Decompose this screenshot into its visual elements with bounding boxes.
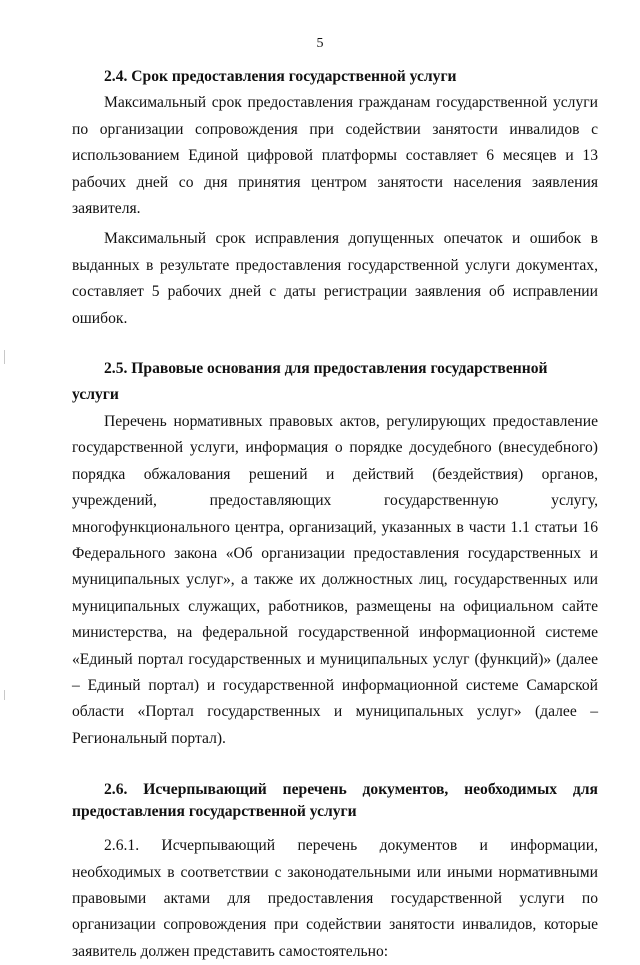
page-number: 5 <box>316 36 324 51</box>
section-2-4-paragraph-1: Максимальный срок предоставления гражданам государственной услуги по организации сопровождения при содействии занятости инвалидов с использованием Единой цифровой платформы составляет 6 месяцев и 13 рабочих дней со дня принятия центром занятости населения заявления заявителя. <box>72 94 598 218</box>
section-2-6-heading-line-1 <box>72 779 598 801</box>
section-2-5-paragraph-1: Перечень нормативных правовых актов, регулирующих предоставление государственной услуги, информация о порядке досудебного (внесудебного) порядка обжалования решений и действий (бездействия) органов, учреждений, предоставляющих государственную услугу, многофункционального центра, организаций, указанных в части 1.1 статьи 16 Федерального закона «Об организации предоставления государственных и муниципальных услуг», а также их должностных лиц, государственных или муниципальных служащих, работников, размещены на официальном сайте министерства, на федеральной государственной информационной системе «Единый портал государственных и муниципальных услуг (функций)» (далее – Единый портал) и государственной информационной системе Самарской области «Портал государственных и муниципальных услуг» (далее – Региональный портал). <box>72 412 598 747</box>
heading-word: Исчерпывающий <box>143 781 267 799</box>
section-2-6-heading-line-2: предоставления государственной услуги <box>72 803 357 821</box>
section-2-5-heading: 2.5. Правовые основания для предоставления государственной услуги <box>72 360 548 404</box>
heading-word: для <box>572 781 598 799</box>
section-2-6-heading <box>72 779 598 823</box>
section-2-4-heading: 2.4. Срок предоставления государственной услуги <box>104 68 457 85</box>
heading-word: перечень <box>282 781 347 799</box>
document-body <box>72 64 598 965</box>
scan-edge-mark <box>4 690 5 700</box>
heading-word: 2.6. <box>104 781 128 799</box>
section-2-4-paragraph-2: Максимальный срок исправления допущенных опечаток и ошибок в выданных в результате предоставления государственной услуги документах, составляет 5 рабочих дней с даты регистрации заявления об исправлении ошибок. <box>72 230 598 327</box>
heading-word: документов, <box>362 781 449 799</box>
heading-word: необходимых <box>464 781 558 799</box>
section-2-6-1-paragraph: 2.6.1. Исчерпывающий перечень документов и информации, необходимых в соответствии с законодательными или иными нормативными правовыми актами для предоставления государственной услуги по организации сопровождения при содействии занятости инвалидов, которые заявитель должен представить самостоятельно: <box>72 837 598 960</box>
scan-edge-mark <box>4 350 5 364</box>
